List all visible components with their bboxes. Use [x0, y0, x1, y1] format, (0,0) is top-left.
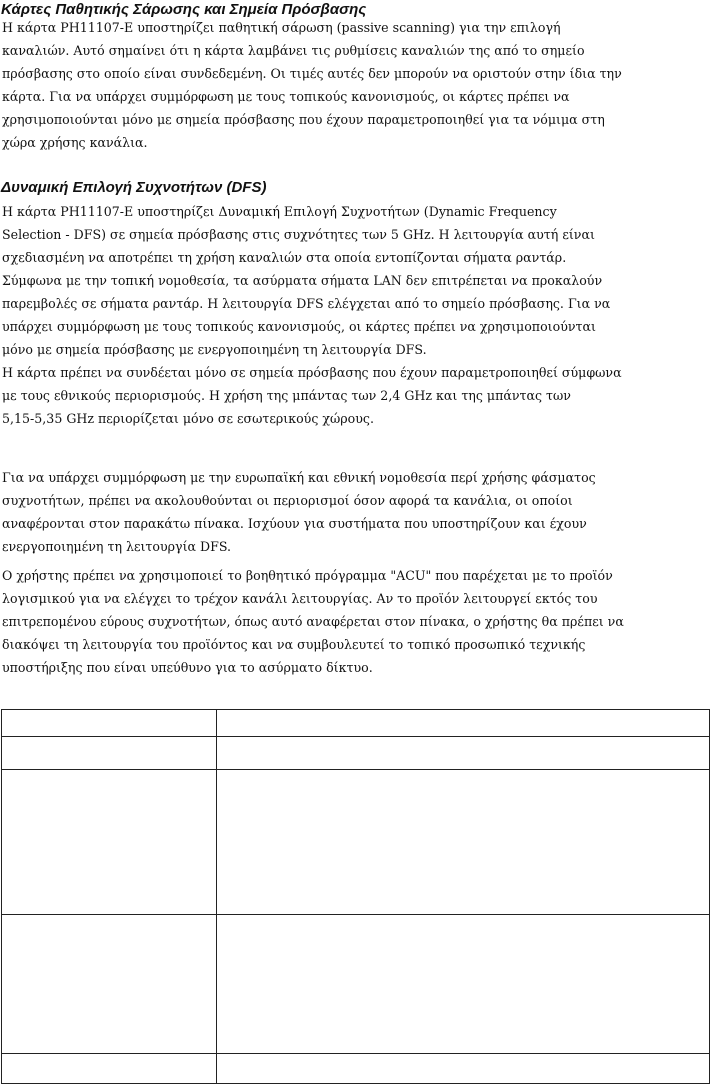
text-line: Η κάρτα πρέπει να συνδέεται μόνο σε σημεία πρόσβασης που έχουν παραμετροποιηθεί σύμφωνα	[2, 365, 622, 380]
text-line: μόνο με σημεία πρόσβασης με ενεργοποιημένη τη λειτουργία DFS.	[2, 342, 427, 357]
text-line: χώρα χρήσης κανάλια.	[2, 135, 148, 150]
text-line: καναλιών. Αυτό σημαίνει ότι η κάρτα λαμβάνει τις ρυθμίσεις καναλιών της από το σημείο	[2, 43, 585, 58]
text-line: υπάρχει συμμόρφωση με τους τοπικούς κανονισμούς, οι κάρτες πρέπει να χρησιμοποιούνται	[2, 319, 596, 334]
text-line: Ο χρήστης πρέπει να χρησιμοποιεί το βοηθητικό πρόγραμμα "ACU" που παρέχεται με το προϊόν	[2, 568, 613, 583]
text-line: με τους εθνικούς περιορισμούς. Η χρήση της μπάντας των 2,4 GHz και της μπάντας των	[2, 388, 571, 403]
table-cell	[217, 710, 710, 737]
paragraph-compliance	[0, 466, 596, 558]
text-line: παρεμβολές σε σήματα ραντάρ. Η λειτουργία DFS ελέγχεται από το σημείο πρόσβασης. Για να	[2, 296, 611, 311]
table-cell	[2, 915, 217, 1054]
table-cell	[2, 710, 217, 737]
table-cell	[2, 1053, 217, 1083]
text-line: πρόσβασης στο οποίο είναι συνδεδεμένη. Οι τιμές αυτές δεν μπορούν να οριστούν στην ίδια την	[2, 66, 622, 81]
section-heading-passive-scanning: Κάρτες Παθητικής Σάρωσης και Σημεία Πρόσβασης	[1, 1, 367, 18]
text-line: υποστήριξης που είναι υπεύθυνο για το ασύρματο δίκτυο.	[2, 660, 373, 675]
table-cell	[2, 770, 217, 915]
text-line: διακόψει τη λειτουργία του προϊόντος και να συμβουλευτεί το τοπικό προσωπικό τεχνικής	[2, 637, 586, 652]
text-line: Σύμφωνα με την τοπική νομοθεσία, τα ασύρματα σήματα LAN δεν επιτρέπεται να προκαλούν	[2, 273, 603, 288]
paragraph-acu-utility	[0, 564, 624, 679]
text-line: συχνοτήτων, πρέπει να ακολουθούνται οι περιορισμοί όσον αφορά τα κανάλια, οι οποίοι	[2, 493, 573, 508]
text-line: σχεδιασμένη να αποτρέπει τη χρήση καναλιών στα οποία εντοπίζονται σήματα ραντάρ.	[2, 250, 567, 265]
table-cell	[217, 737, 710, 770]
text-line: επιτρεπομένου εύρους συχνοτήτων, όπως αυτό αναφέρεται στον πίνακα, ο χρήστης θα πρέπει να	[2, 614, 624, 629]
text-line: Για να υπάρχει συμμόρφωση με την ευρωπαϊκή και εθνική νομοθεσία περί χρήσης φάσματος	[2, 470, 596, 485]
text-line: χρησιμοποιούνται μόνο με σημεία πρόσβασης που έχουν παραμετροποιηθεί για τα νόμιμα στη	[2, 112, 605, 127]
text-line: Η κάρτα PH11107-E υποστηρίζει παθητική σάρωση (passive scanning) για την επιλογή	[2, 20, 561, 35]
section-heading-dfs: Δυναμική Επιλογή Συχνοτήτων (DFS)	[1, 179, 267, 196]
table-cell	[217, 1053, 710, 1083]
text-line: κάρτα. Για να υπάρχει συμμόρφωση με τους τοπικούς κανονισμούς, οι κάρτες πρέπει να	[2, 89, 570, 104]
paragraph-dfs	[0, 200, 622, 430]
text-line: Η κάρτα PH11107-E υποστηρίζει Δυναμική Επιλογή Συχνοτήτων (Dynamic Frequency	[2, 204, 557, 219]
paragraph-passive-scanning	[0, 16, 622, 154]
table-cell	[217, 915, 710, 1054]
table-row	[2, 770, 710, 915]
text-line: λογισμικού για να ελέγχει το τρέχον κανάλι λειτουργίας. Αν το προϊόν λειτουργεί εκτός του	[2, 591, 598, 606]
table-cell	[217, 770, 710, 915]
text-line: 5,15-5,35 GHz περιορίζεται μόνο σε εσωτερικούς χώρους.	[2, 411, 374, 426]
text-line: Selection - DFS) σε σημεία πρόσβασης στις συχνότητες των 5 GHz. Η λειτουργία αυτή είναι	[2, 227, 595, 242]
table-row	[2, 710, 710, 737]
text-line: αναφέρονται στον παρακάτω πίνακα. Ισχύουν για συστήματα που υποστηρίζουν και έχουν	[2, 516, 587, 531]
table-row	[2, 737, 710, 770]
table-cell	[2, 737, 217, 770]
table-row	[2, 1053, 710, 1083]
text-line: ενεργοποιημένη τη λειτουργία DFS.	[2, 539, 232, 554]
table-row	[2, 915, 710, 1054]
channel-restrictions-table	[1, 709, 710, 1084]
